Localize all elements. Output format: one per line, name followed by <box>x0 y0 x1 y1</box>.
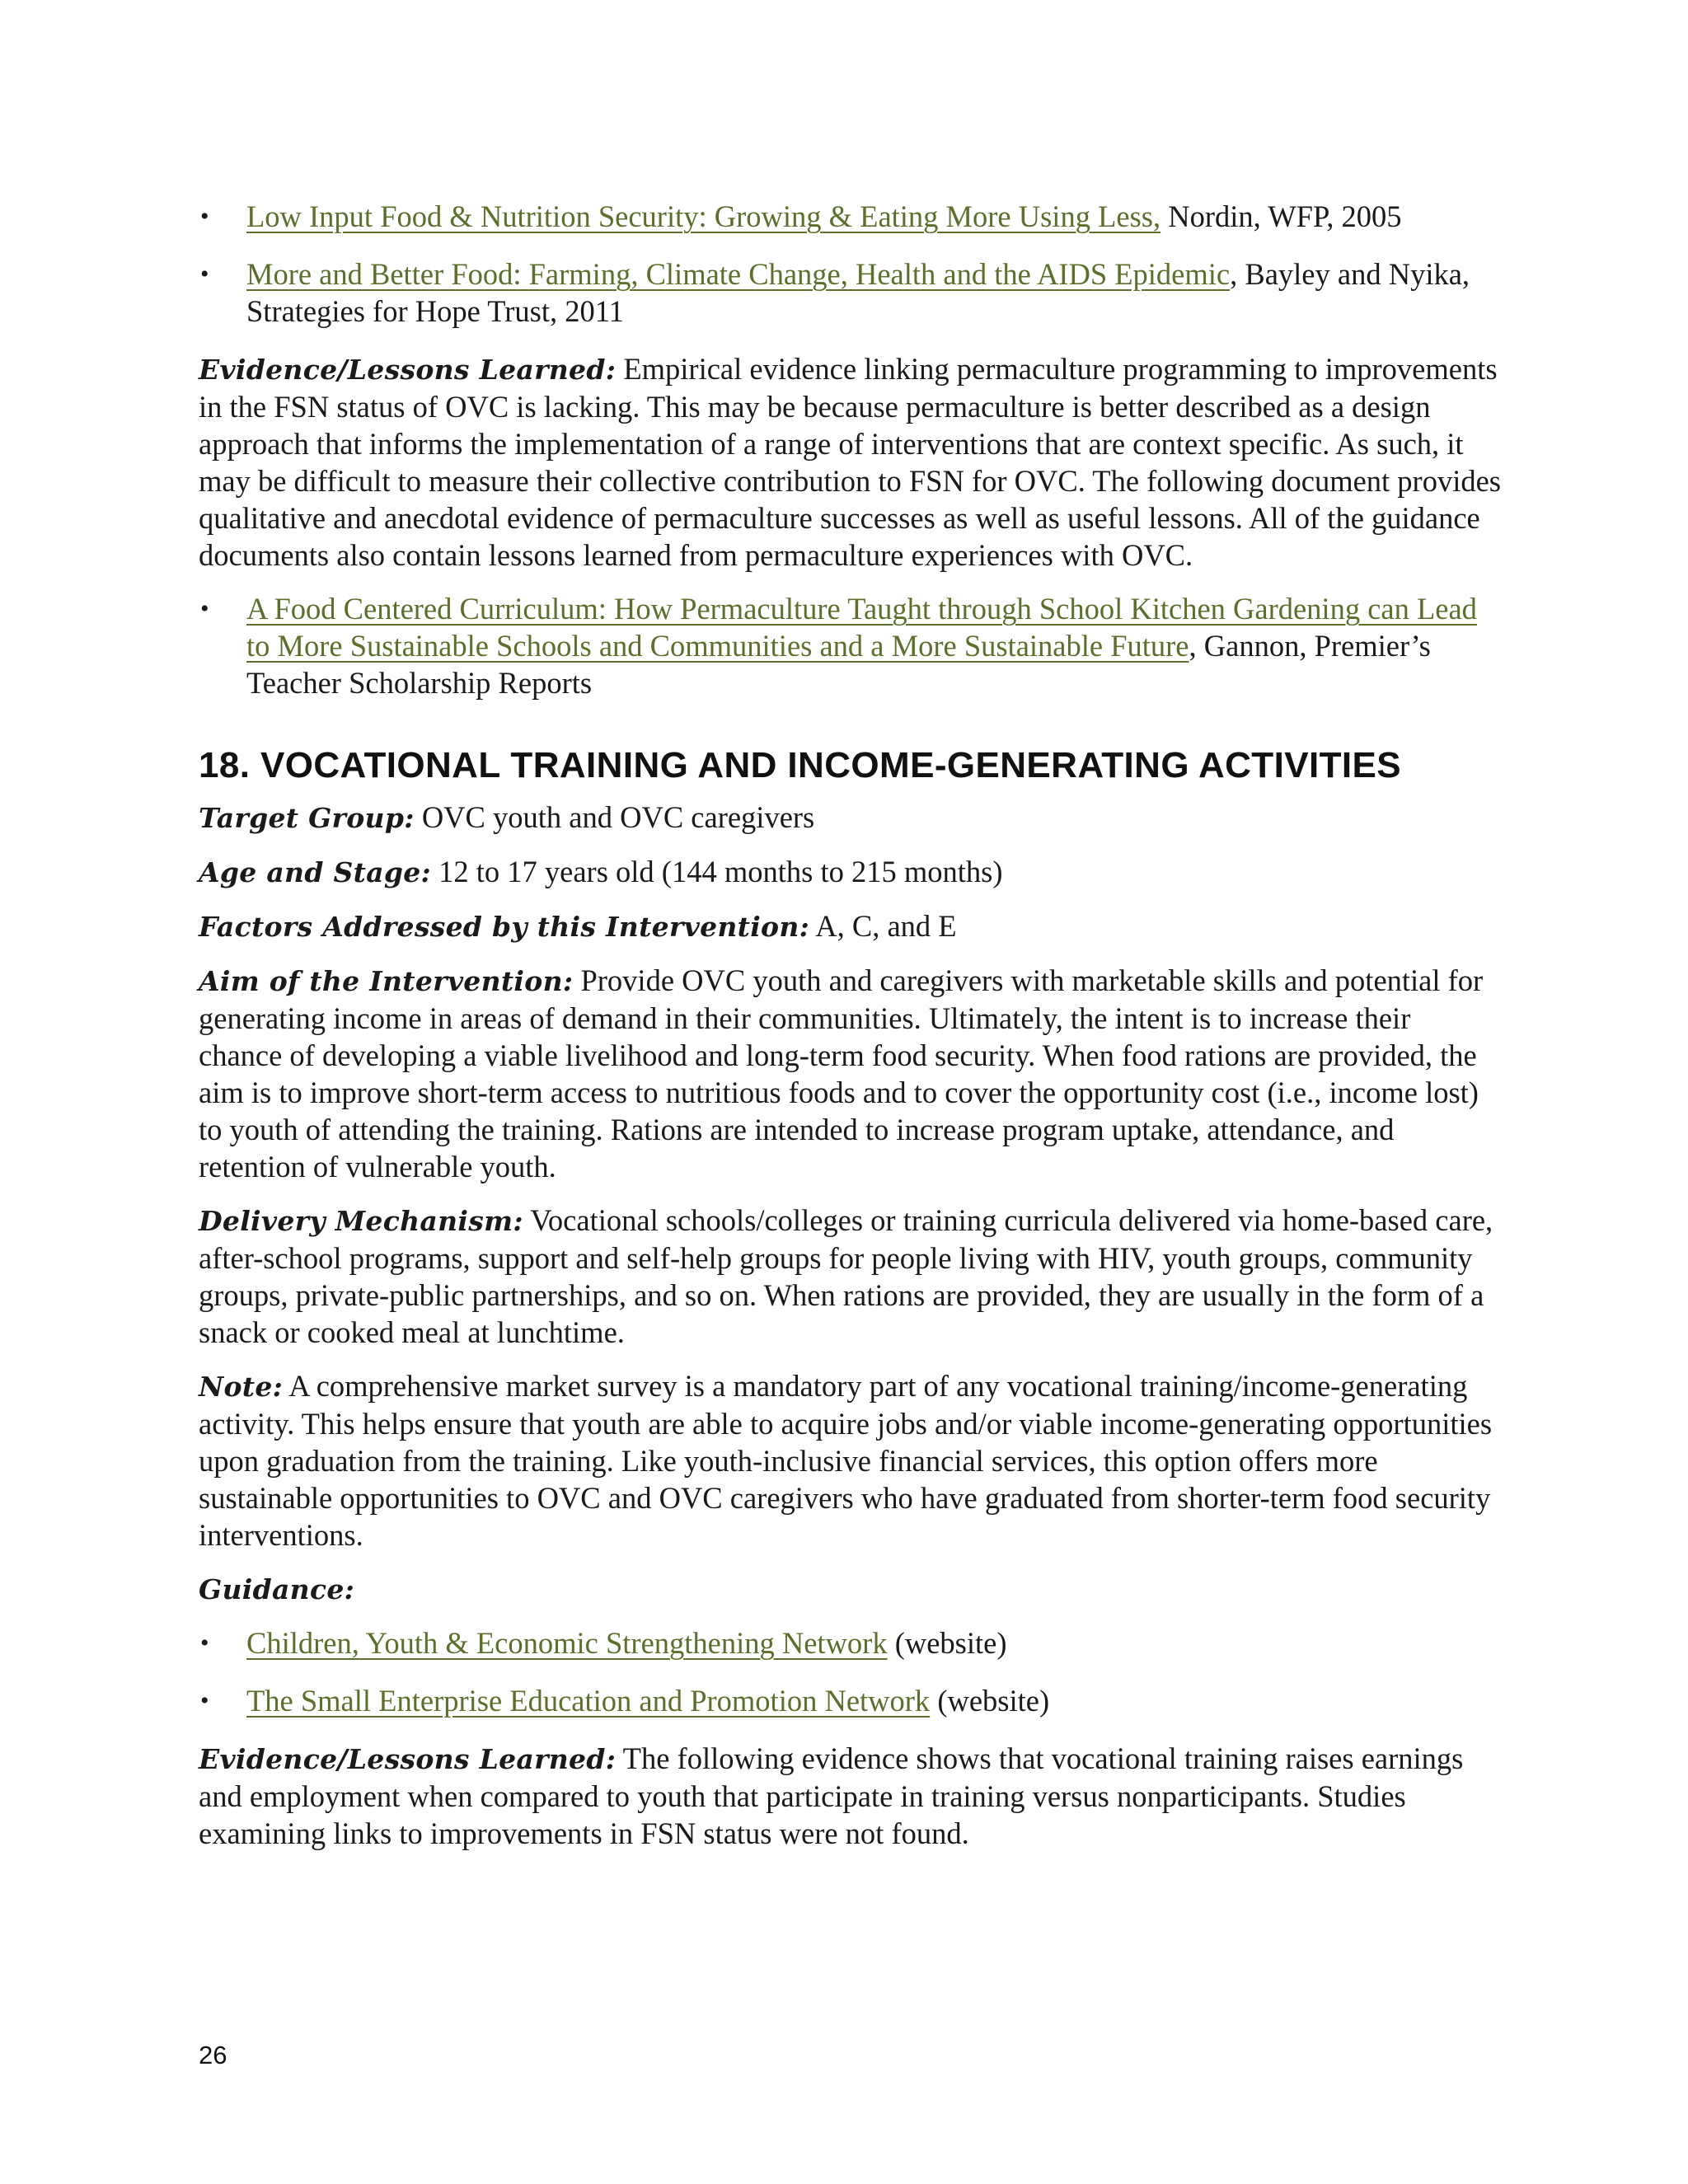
evidence-text: Empirical evidence linking permaculture programming to improvements in the FSN status of OVC is lacking. This may be because permaculture is better described as a design approach that informs the implementation of a range of interventions that are context specific. As such, it may be difficult to measure their collective contribution to FSN for OVC. The following document provides qualitative and anecdotal evidence of permaculture successes as well as useful lessons. All of the guidance documents also contain lessons learned from permaculture experiences with OVC. <box>199 352 1501 572</box>
resource-citation: , Bayley and Nyika, Strategies for Hope Trust, 2011 <box>246 257 1470 328</box>
resource-citation: , Gannon, Premier’s Teacher Scholarship Reports <box>246 629 1431 700</box>
resource-citation: (website) <box>930 1684 1050 1718</box>
aim-label: Aim of the Intervention: <box>199 965 574 997</box>
resource-citation: (website) <box>887 1626 1007 1660</box>
list-item <box>199 590 1501 701</box>
top-resource-list <box>199 198 1501 330</box>
page-number: 26 <box>199 2041 227 2069</box>
evidence-paragraph-vocational <box>199 1740 1501 1852</box>
note-paragraph <box>199 1367 1501 1554</box>
list-item <box>199 255 1501 330</box>
resource-link-food-centered-curriculum[interactable]: A Food Centered Curriculum: How Permaculture Taught through School Kitchen Gardening can Lead to More Sustainable Schools and Communities and a More Sustainable Future <box>246 592 1477 663</box>
bullet-icon: • <box>200 1629 209 1657</box>
target-group-label: Target Group: <box>199 802 415 834</box>
aim-text: Provide OVC youth and caregivers with marketable skills and potential for generating income in areas of demand in their communities. Ultimately, the intent is to increase their chance of developing a viable livelihood and long-term food security. When food rations are provided, the aim is to improve short-term access to nutritious foods and to cover the opportunity cost (i.e., income lost) to youth of attending the training. Rations are intended to increase program uptake, attendance, and retention of vulnerable youth. <box>199 963 1484 1183</box>
bullet-icon: • <box>200 260 209 288</box>
factors-paragraph <box>199 907 1501 945</box>
target-group-text: OVC youth and OVC caregivers <box>414 800 815 834</box>
delivery-text: Vocational schools/colleges or training curricula delivered via home-based care, after-school programs, support and self-help groups for people living with HIV, youth groups, community groups, private-public partnerships, and so on. When rations are provided, they are usually in the form of a snack or cooked meal at lunchtime. <box>199 1203 1493 1349</box>
evidence-label: Evidence/Lessons Learned: <box>199 1743 617 1775</box>
section-heading: 18. VOCATIONAL TRAINING AND INCOME-GENERATING ACTIVITIES <box>199 745 1401 785</box>
guidance-label: Guidance: <box>199 1573 355 1605</box>
list-item <box>199 1682 1501 1719</box>
delivery-label: Delivery Mechanism: <box>199 1205 523 1237</box>
resource-link-low-input-food[interactable]: Low Input Food & Nutrition Security: Growing & Eating More Using Less, <box>246 199 1161 233</box>
evidence-resource-list <box>199 590 1501 701</box>
list-item <box>199 1624 1501 1661</box>
evidence-text: The following evidence shows that vocational training raises earnings and employment when compared to youth that participate in training versus nonparticipants. Studies examining links to improvements in FSN status were not found. <box>199 1741 1464 1850</box>
resource-link-cyes-network[interactable]: Children, Youth & Economic Strengthening Network <box>246 1626 888 1660</box>
age-stage-paragraph <box>199 853 1501 891</box>
target-group-paragraph <box>199 799 1501 837</box>
factors-text: A, C, and E <box>809 909 957 943</box>
note-label: Note: <box>199 1371 284 1403</box>
evidence-label: Evidence/Lessons Learned: <box>199 354 617 386</box>
note-text: A comprehensive market survey is a mandatory part of any vocational training/income-generating activity. This helps ensure that youth are able to acquire jobs and/or viable income-generating opportunities upon graduation from the training. Like youth-inclusive financial services, this option offers more sustainable opportunities to OVC and OVC caregivers who have graduated from shorter-term food security interventions. <box>199 1369 1493 1552</box>
age-stage-label: Age and Stage: <box>199 856 432 888</box>
bullet-icon: • <box>200 1687 209 1714</box>
page-content <box>199 198 1501 1868</box>
resource-citation: Nordin, WFP, 2005 <box>1160 199 1402 233</box>
bullet-icon: • <box>200 595 209 622</box>
delivery-paragraph <box>199 1202 1501 1351</box>
resource-link-seep-network[interactable]: The Small Enterprise Education and Promotion Network <box>246 1684 931 1718</box>
factors-label: Factors Addressed by this Intervention: <box>199 911 810 943</box>
age-stage-text: 12 to 17 years old (144 months to 215 months) <box>431 855 1003 888</box>
guidance-resource-list <box>199 1624 1501 1719</box>
list-item <box>199 198 1501 235</box>
resource-link-more-better-food[interactable]: More and Better Food: Farming, Climate Change, Health and the AIDS Epidemic <box>246 257 1231 291</box>
bullet-icon: • <box>200 203 209 230</box>
aim-paragraph <box>199 962 1501 1185</box>
guidance-paragraph <box>199 1570 1501 1608</box>
evidence-paragraph-permaculture <box>199 350 1501 574</box>
